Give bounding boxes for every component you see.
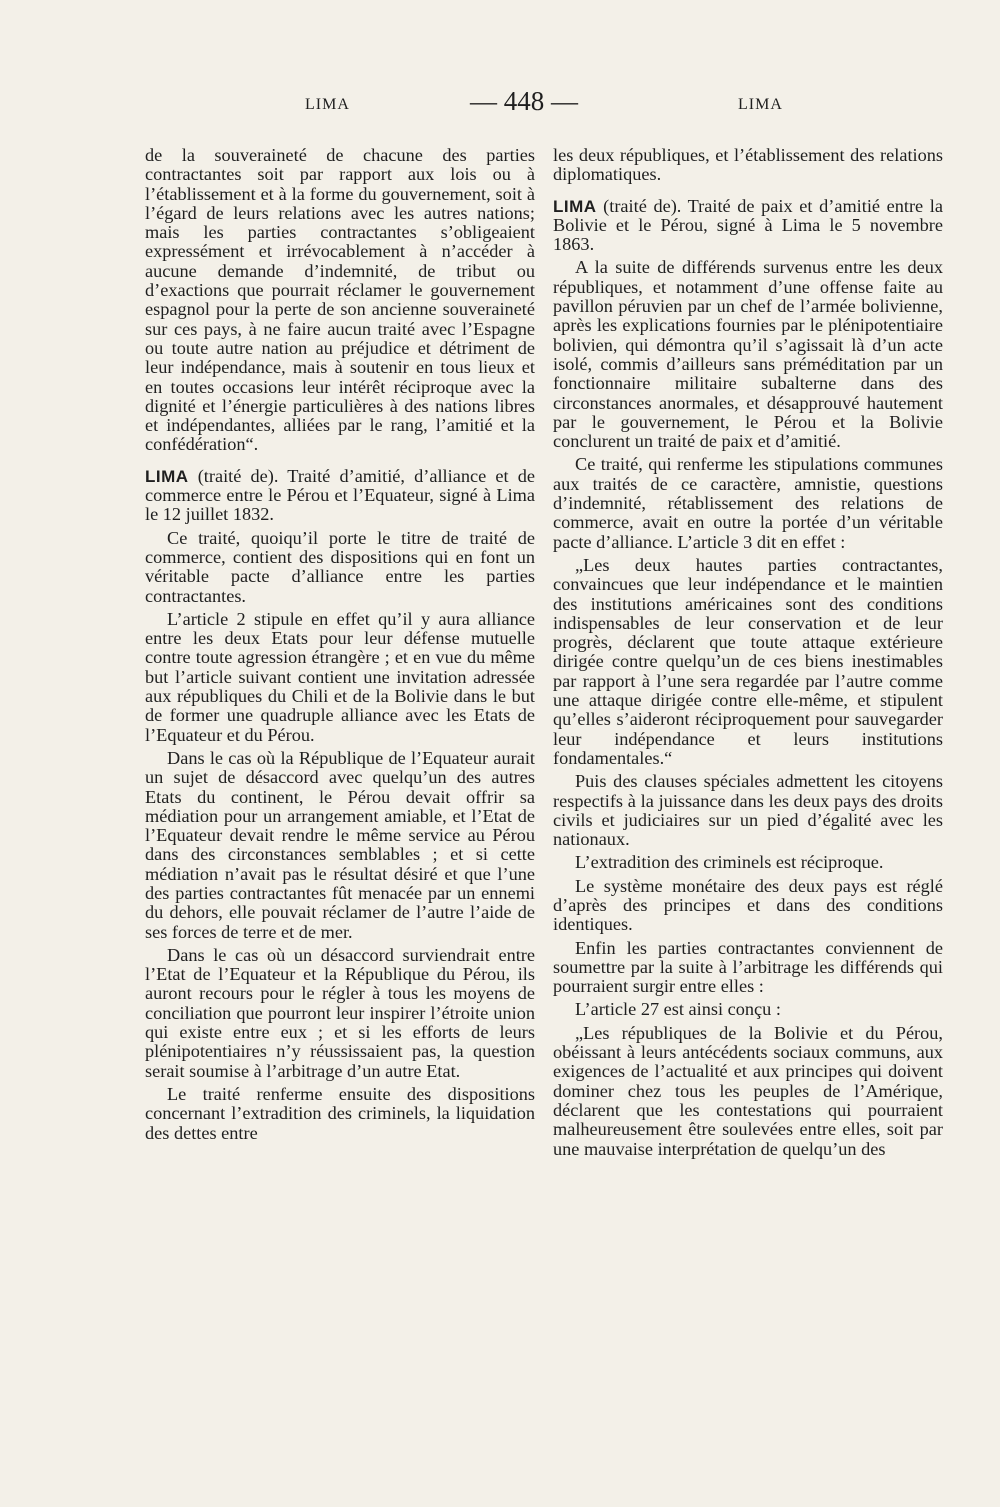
paragraph: „Les républiques de la Bolivie et du Pérou, obéissant à leurs antécédents sociaux communs, aux exigences de l’actualité et aux principes qui doivent dominer chez tous les peuples de l’Amérique, déclarent que les contestations qui pourraient malheureusement être soulevées entre elles, soit par une mauvaise interprétation de quelqu’un des <box>553 1022 943 1159</box>
running-head-right: LIMA <box>738 96 783 113</box>
paragraph: Puis des clauses spéciales admettent les citoyens respectifs à la juissance dans les deux pays des droits civils et judiciaires sur un pied d’égalité avec les nationaux. <box>553 771 943 850</box>
entry-text: (traité de). Traité d’amitié, d’alliance et de commerce entre le Pérou et l’Equateur, signé à Lima le 12 juillet 1832. <box>145 465 535 525</box>
paragraph: les deux républiques, et l’établissement des relations diplomatiques. <box>553 145 943 185</box>
left-column <box>145 146 535 1147</box>
right-column <box>553 146 943 1163</box>
paragraph: L’article 2 stipule en effet qu’il y aura alliance entre les deux Etats pour leur défense mutuelle contre toute agression étrangère ; et en vue du même but l’article suivant contient une invitation adressée aux républiques du Chili et de la Bolivie dans le but de former une quadruple alliance avec les Etats de l’Equateur et du Pérou. <box>145 608 535 745</box>
paragraph: „Les deux hautes parties contractantes, convaincues que leur indépendance et le maintien des institutions américaines sont des conditions indispensables de leur conservation et de leur progrès, déclarent que toute attaque extérieure dirigée contre quelqu’un de ces biens inestimables par rapport à l’une sera regardée par l’autre comme une attaque dirigée contre elle-même, et stipulent qu’elles s’aideront réciproquement pour sauvegarder leur indépendance et leurs institutions fondamentales.“ <box>553 554 943 768</box>
paragraph: L’extradition des criminels est réciproque. <box>575 852 884 873</box>
entry-keyword: LIMA <box>145 466 189 486</box>
paragraph: A la suite de différends survenus entre les deux républiques, et notamment d’une offense faite au pavillon péruvien par un chef de l’armée bolivienne, après les explications fournies par le plénipotentiaire bolivien, qui démontra qu’il s’agissait là d’un acte isolé, commis d’ailleurs sans préméditation par un fonctionnaire militaire subalterne dans des circonstances anormales, et désapprouvé hautement par le gouvernement, le Pérou et la Bolivie conclurent un traité de paix et d’amitié. <box>553 257 943 452</box>
paragraph: Enfin les parties contractantes conviennent de soumettre par la suite à l’arbitrage les différends qui pourraient surgir entre elles : <box>553 937 943 997</box>
paragraph: L’article 27 est ainsi conçu : <box>575 999 781 1020</box>
paragraph: de la souveraineté de chacune des parties contractantes soit par rapport aux lois ou à l’établissement et à la forme du gouvernement, soit à l’égard de leurs relations avec les autres nations; mais les parties contractantes s’obligeaient expressément et irrévocablement à n’accéder à aucune demande d’indemnité, de tribut ou d’exactions que pourrait réclamer le gouvernement espagnol pour la perte de son ancienne souveraineté sur ces pays, à ne faire aucun traité avec l’Espagne ou toute autre nation au préjudice et détriment de leur indépendance, mais à soutenir en tous lieux et en toutes occasions leur intérêt réciproque avec la dignité et l’énergie particulières à des nations libres et indépendantes, alliées par le rang, l’amitié et la confédération“. <box>145 145 535 455</box>
paragraph: Dans le cas où un désaccord surviendrait entre l’Etat de l’Equateur et la République du Pérou, ils auront recours pour le régler à tous les moyens de conciliation que pourront leur inspirer l’étroite union qui existe entre eux ; et si les efforts de leurs plénipotentiaires n’y réussissaient pas, la question serait soumise à l’arbitrage d’un autre Etat. <box>145 944 535 1081</box>
dictionary-entry <box>145 467 535 525</box>
entry-keyword: LIMA <box>553 196 597 216</box>
running-head-left: LIMA <box>305 96 350 113</box>
paragraph: Le système monétaire des deux pays est réglé d’après des principes et dans des conditions identiques. <box>553 875 943 935</box>
dictionary-entry <box>553 197 943 255</box>
paragraph: Dans le cas où la République de l’Equateur aurait un sujet de désaccord avec quelqu’un des autres Etats du continent, le Pérou devait offrir sa médiation pour un arrangement amiable, et l’Etat de l’Equateur devait rendre le même service au Pérou dans des circonstances semblables ; et si cette médiation n’avait pas le résultat désiré et que l’une des parties contractantes fût menacée par un ennemi du dehors, elle pouvait réclamer de l’autre l’aide de ses forces de terre et de mer. <box>145 747 535 942</box>
paragraph: Ce traité, qui renferme les stipulations communes aux traités de ce caractère, amnistie, questions d’indemnité, rétablissement des relations de commerce, avait en outre la portée d’un véritable pacte d’alliance. L’article 3 dit en effet : <box>553 454 943 552</box>
page-header <box>0 86 1000 126</box>
entry-text: (traité de). Traité de paix et d’amitié entre la Bolivie et le Pérou, signé à Lima le 5 novembre 1863. <box>553 195 943 255</box>
page-number: — 448 — <box>470 86 578 116</box>
paragraph: Le traité renferme ensuite des dispositions concernant l’extradition des criminels, la liquidation des dettes entre <box>145 1083 535 1143</box>
paragraph: Ce traité, quoiqu’il porte le titre de traité de commerce, contient des dispositions qui en font un véritable pacte d’alliance entre les parties contractantes. <box>145 527 535 606</box>
